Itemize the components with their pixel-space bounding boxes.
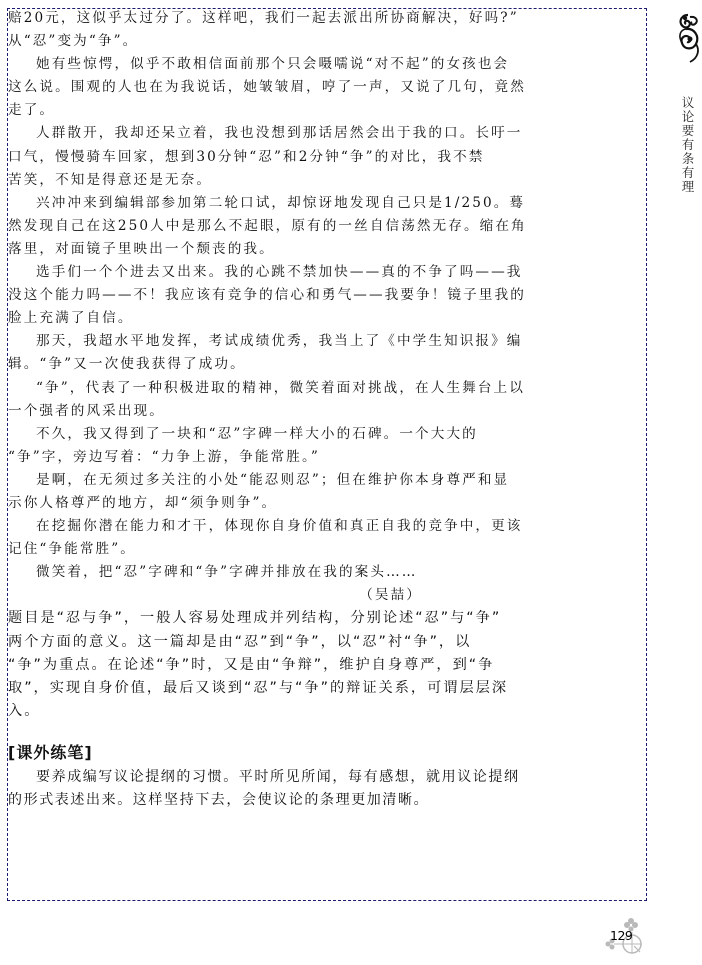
story-line: 记住“争能常胜”。	[8, 541, 136, 558]
commentary	[8, 607, 509, 722]
story-line: 选手们一个个进去又出来。我的心跳不禁加快——真的不争了吗——我	[36, 264, 523, 281]
page-content	[8, 7, 527, 812]
story-line: 在挖掘你潜在能力和才干，体现你自身价值和真正自我的竞争中，更该	[36, 518, 523, 535]
commentary-line: 取”，实现自身价值，最后又谈到“忍”与“争”的辩证关系，可谓层层深	[8, 679, 509, 696]
commentary-line: 题目是“忍与争”，一般人容易处理成并列结构，分别论述“忍”与“争”	[8, 610, 502, 627]
story-line: 这么说。围观的人也在为我说话，她皱皱眉，哼了一声，又说了几句，竟然	[8, 79, 526, 96]
story-line: 赔20元，这似乎太过分了。这样吧，我们一起去派出所协商解决，好吗?”	[8, 10, 519, 26]
story-line: 口气，慢慢骑车回家，想到30分钟“忍”和2分钟“争”的对比，我不禁	[8, 148, 485, 165]
exercise-line: 的形式表述出来。这样坚持下去，会使议论的条理更加清晰。	[8, 792, 430, 808]
exercise-line: 要养成编写议论提纲的习惯。平时所见所闻，每有感想，就用议论提纲	[36, 768, 520, 785]
page-number: 129	[610, 928, 633, 943]
story-line: “争”，代表了一种积极进取的精神，微笑着面对挑战，在人生舞台上以	[36, 379, 525, 396]
floral-ornament-icon	[674, 12, 702, 64]
story-line: 那天，我超水平地发挥，考试成绩优秀，我当上了《中学生知识报》编	[36, 333, 523, 350]
story-line: 脸上充满了自信。	[8, 310, 134, 327]
story-line: 人群散开，我却还呆立着，我也没想到那话居然会出于我的口。长吁一	[36, 125, 523, 142]
story-line: 从“忍”变为“争”。	[8, 33, 139, 50]
commentary-line: 两个方面的意义。这一篇却是由“忍”到“争”，以“忍”衬“争”，以	[8, 633, 472, 650]
story-line: “争”字，旁边写着：“力争上游，争能常胜。”	[8, 448, 320, 465]
story-line: 微笑着，把“忍”字碑和“争”字碑并排放在我的案头……	[36, 564, 418, 581]
story-line: 不久，我又得到了一块和“忍”字碑一样大小的石碑。一个大大的	[36, 425, 478, 442]
story-line: 没这个能力吗——不！我应该有竞争的信心和勇气——我要争！镜子里我的	[8, 287, 526, 304]
story-line: 落里，对面镜子里映出一个颓丧的我。	[8, 240, 275, 257]
story-line: 走了。	[8, 102, 56, 119]
story-line: 兴冲冲来到编辑部参加第二轮口试，却惊讶地发现自己只是1/250。蓦	[36, 194, 526, 211]
story-line: 辑。“争”又一次使我获得了成功。	[8, 356, 246, 373]
story-line: 然发现自己在这250人中是那么不起眼，原有的一丝自信荡然无存。缩在角	[8, 217, 527, 234]
commentary-line: “争”为重点。在论述“争”时，又是由“争辩”，维护自身尊严，到“争	[8, 656, 495, 673]
story-line: 一个强者的风采出现。	[8, 402, 165, 419]
commentary-line: 入。	[8, 702, 41, 719]
exercise-heading: [课外练笔]	[8, 742, 93, 762]
story-line: 她有些惊愕，似乎不敢相信面前那个只会嗫嚅说“对不起”的女孩也会	[36, 56, 510, 73]
story-line: 苦笑，不知是得意还是无奈。	[8, 171, 213, 188]
story-author: （吴喆）	[359, 587, 422, 604]
story-line: 示你人格尊严的地方，却“须争则争”。	[8, 494, 278, 511]
chapter-side-title: 议论要有条有理	[680, 96, 695, 194]
story-text	[8, 7, 527, 607]
story-line: 是啊，在无须过多关注的小处“能忍则忍”；但在维护你本身尊严和显	[36, 471, 510, 488]
exercise-section	[8, 740, 520, 812]
